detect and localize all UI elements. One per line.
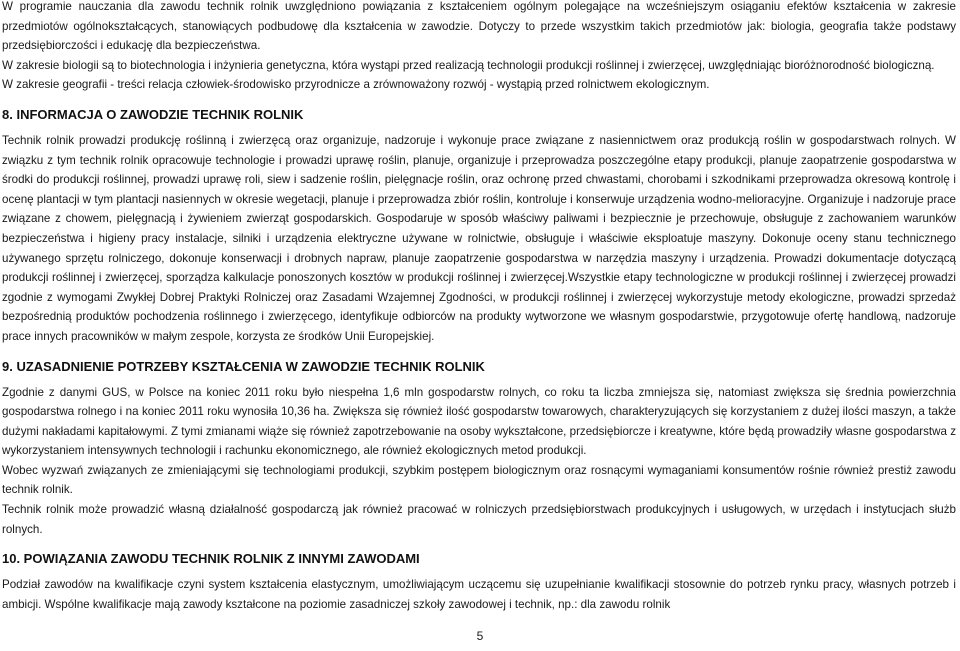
section-9-paragraph-2: Wobec wyzwań związanych ze zmieniającymi się technologiami produkcji, szybkim postępem biologicznym oraz rosnącymi wymaganiami konsumentów rośnie również prestiż zawodu technik rolnik. xyxy=(2,463,956,497)
intro-paragraph-1: W programie nauczania dla zawodu technik rolnik uwzględniono powiązania z kształceniem ogólnym polegające na wcześniejszym osiąganiu efektów kształcenia w zakresie przedmiotów ogólnokształcących, stanowiących podbudowę dla kształcenia w zawodzie. Dotyczy to przede wszystkim takich przedmiotów jak: biologia, geografia także podstawy przedsiębiorczości i edukację dla bezpieczeństwa. xyxy=(2,0,956,53)
section-9-title: 9. UZASADNIENIE POTRZEBY KSZTAŁCENIA W ZAWODZIE TECHNIK ROLNIK xyxy=(2,358,485,374)
section-10-title: 10. POWIĄZANIA ZAWODU TECHNIK ROLNIK Z INNYMI ZAWODAMI xyxy=(2,551,420,567)
section-9-paragraph-1: Zgodnie z danymi GUS, w Polsce na koniec 2011 roku było niespełna 1,6 mln gospodarstw rolnych, co roku ta liczba zmniejsza się, natomiast zwiększa się średnia powierzchnia gospodarstwa rolnego i na koniec 2011 roku wynosiła 10,36 ha. Zwiększa się również ilość gospodarstw towarowych, charakteryzujących się korzystaniem z dużej ilości maszyn, a także dużymi nakładami kapitałowymi. Z tymi zmianami wiąże się również zapotrzebowanie na osoby wykształcone, przedsiębiorcze i kreatywne, które będą prowadziły własne gospodarstwa z wykorzystaniem intensywnych technologii i rachunku ekonomicznego, ale również ekologicznych metod produkcji. xyxy=(2,385,956,458)
intro-paragraph-3: W zakresie geografii - treści relacja człowiek-środowisko przyrodnicze a zrównoważony rozwój - wystąpią przed rolnictwem ekologicznym. xyxy=(2,78,710,92)
section-8-title: 8. INFORMACJA O ZAWODZIE TECHNIK ROLNIK xyxy=(2,106,304,122)
section-9-paragraph-3: Technik rolnik może prowadzić własną działalność gospodarczą jak również pracować w rolniczych przedsiębiorstwach produkcyjnych i usługowych, w urzędach i instytucjach służb rolnych. xyxy=(2,503,956,536)
intro-paragraph-2: W zakresie biologii są to biotechnologia i inżynieria genetyczna, która wystąpi przed realizacją technologii produkcji roślinnej i zwierzęcej, uwzględniając bioróżnorodność biologiczną. xyxy=(2,58,935,72)
section-8-paragraph: Technik rolnik prowadzi produkcję roślinną i zwierzęcą oraz organizuje, nadzoruje i wykonuje prace związane z nasiennictwem oraz produkcją roślin w gospodarstwach rolnych. W związku z tym technik rolnik opracowuje technologie i prowadzi uprawę roślin, planuje, organizuje i przeprowadza poszczególne etapy produkcji, planuje zaopatrzenie gospodarstwa w środki do produkcji roślinnej, prowadzi uprawę roli, siew i sadzenie roślin, pielęgnacje roślin, oraz ochronę przed chwastami, chorobami i szkodnikami przeprowadza okresową kontrolę i ocenę plantacji w tym plantacji nasiennych w okresie wegetacji, planuje i przeprowadza zbiór roślin, kontroluje i konserwuje urządzenia wodno-melioracyjne. Organizuje i nadzoruje prace związane z chowem, pielęgnacją i żywieniem zwierząt gospodarskich. Gospodaruje w sposób właściwy paliwami i bezpiecznie je przechowuje, obsługuje z zachowaniem warunków bezpieczeństwa i higieny pracy instalacje, silniki i urządzenia elektryczne używane w rolnictwie, obsługuje i właściwie eksploatuje maszyny. Dokonuje oceny stanu technicznego używanego sprzętu rolniczego, dokonuje konserwacji i drobnych napraw, planuje zaopatrzenie gospodarstwa w narzędzia maszyny i urządzenia. Prowadzi dokumentacje dotyczącą produkcji roślinnej i zwierzęcej, sporządza kalkulacje ponoszonych kosztów w produkcji roślinnej i zwierzęcej.Wszystkie etapy technologiczne w produkcji roślinnej i zwierzęcej prowadzi zgodnie z wymogami Zwykłej Dobrej Praktyki Rolniczej oraz Zasadami Wzajemnej Zgodności, w produkcji roślinnej i zwierzęcej wykorzystuje metody ekologiczne, prowadzi sprzedaż bezpośrednią produktów pochodzenia roślinnego i zwierzęcego, identyfikuje odbiorców na produkty wytworzone we własnym gospodarstwie, przygotowuje ofertę handlową, nadzoruje prace innych pracowników w małym zespole, korzysta ze środków Unii Europejskiej. xyxy=(2,133,956,343)
page-number: 5 xyxy=(476,629,484,643)
section-10-paragraph: Podział zawodów na kwalifikacje czyni system kształcenia elastycznym, umożliwiającym uczącemu się uzupełnianie kwalifikacji stosownie do potrzeb rynku pracy, własnych potrzeb i ambicji. Wspólne kwalifikacje mają zawody kształcone na poziomie zasadniczej szkoły zawodowej i technik, np.: dla zawodu rolnik xyxy=(2,578,956,611)
